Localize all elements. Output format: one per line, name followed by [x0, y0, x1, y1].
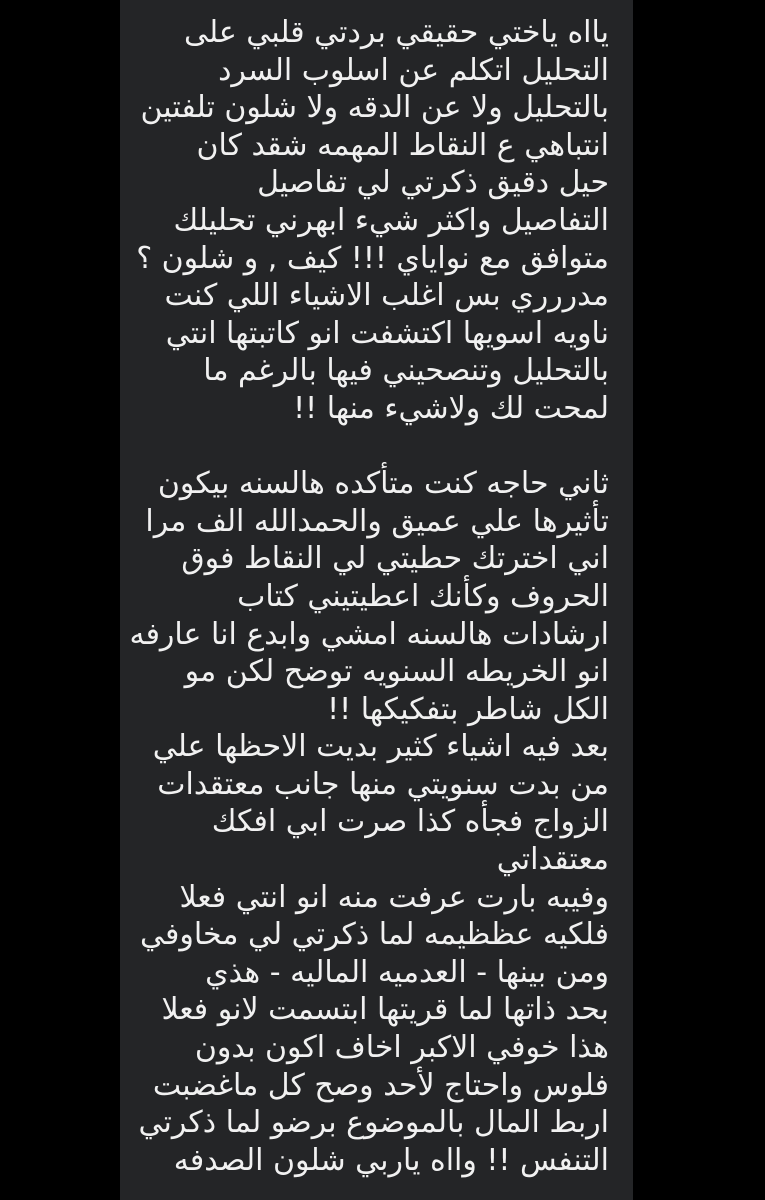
message-bubble — [120, 0, 633, 1200]
message-line: بعد فيه اشياء كثير بديت الاحظها علي — [152, 729, 609, 765]
message-line: الكل شاطر بتفكيكها !! — [327, 691, 609, 727]
message-line: هذا خوفي الاكبر اخاف اكون بدون — [194, 1030, 609, 1066]
message-line: التحليل اتكلم عن اسلوب السرد — [218, 52, 609, 88]
message-line: مدررري بس اغلب الاشياء اللي كنت — [164, 278, 609, 314]
message-line: بالتحليل وتنصحيني فيها بالرغم ما — [203, 353, 609, 389]
message-line: ثاني حاجه كنت متأكده هالسنه بيكون — [157, 466, 609, 502]
message-line: فلوس واحتاج لأحد وصح كل ماغضبت — [152, 1067, 609, 1103]
message-line: بالتحليل ولا عن الدقه ولا شلون تلفتين — [140, 90, 609, 126]
blank-line — [120, 428, 623, 466]
message-line: التفاصيل واكثر شيء ابهرني تحليلك — [173, 202, 609, 238]
message-line: وفيبه بارت عرفت منه انو انتي فعلا — [179, 879, 609, 915]
message-line: اني اخترتك حطيتي لي النقاط فوق — [181, 541, 609, 577]
message-line: تأثيرها علي عميق والحمدالله الف مرا — [145, 503, 609, 539]
message-line: ومن بينها - العدميه الماليه - هذي — [205, 954, 609, 990]
message-line: بحد ذاتها لما قريتها ابتسمت لانو فعلا — [161, 992, 609, 1028]
message-line: انتباهي ع النقاط المهمه شقد كان — [196, 127, 609, 163]
message-line: من بدت سنويتي منها جانب معتقدات — [157, 766, 609, 802]
message-line: الحروف وكأنك اعطيتيني كتاب — [237, 578, 609, 614]
message-line: حيل دقيق ذكرتي لي تفاصيل — [257, 165, 609, 201]
message-line: انو الخريطه السنويه توضح لكن مو — [184, 654, 609, 690]
message-line: فلكيه عظظيمه لما ذكرتي لي مخاوفي — [140, 917, 609, 953]
message-line: اربط المال بالموضوع برضو لما ذكرتي — [138, 1105, 609, 1141]
message-line: متوافق مع نواياي !!! كيف , و شلون ؟ — [136, 240, 609, 276]
message-line: ارشادات هالسنه امشي وابدع انا عارفه — [129, 616, 609, 652]
message-line: التنفس !! وااه ياربي شلون الصدفه — [173, 1142, 609, 1178]
message-line: الزواج فجأه كذا صرت ابي افكك — [211, 804, 609, 840]
message-line: يااه ياختي حقيقي بردتي قلبي على — [183, 15, 609, 50]
message-line: معتقداتي — [496, 842, 609, 878]
message-text — [120, 14, 633, 1179]
message-line: ناويه اسويها اكتشفت انو كاتبتها انتي — [165, 315, 609, 351]
message-line: لمحت لك ولاشيء منها !! — [293, 390, 609, 426]
